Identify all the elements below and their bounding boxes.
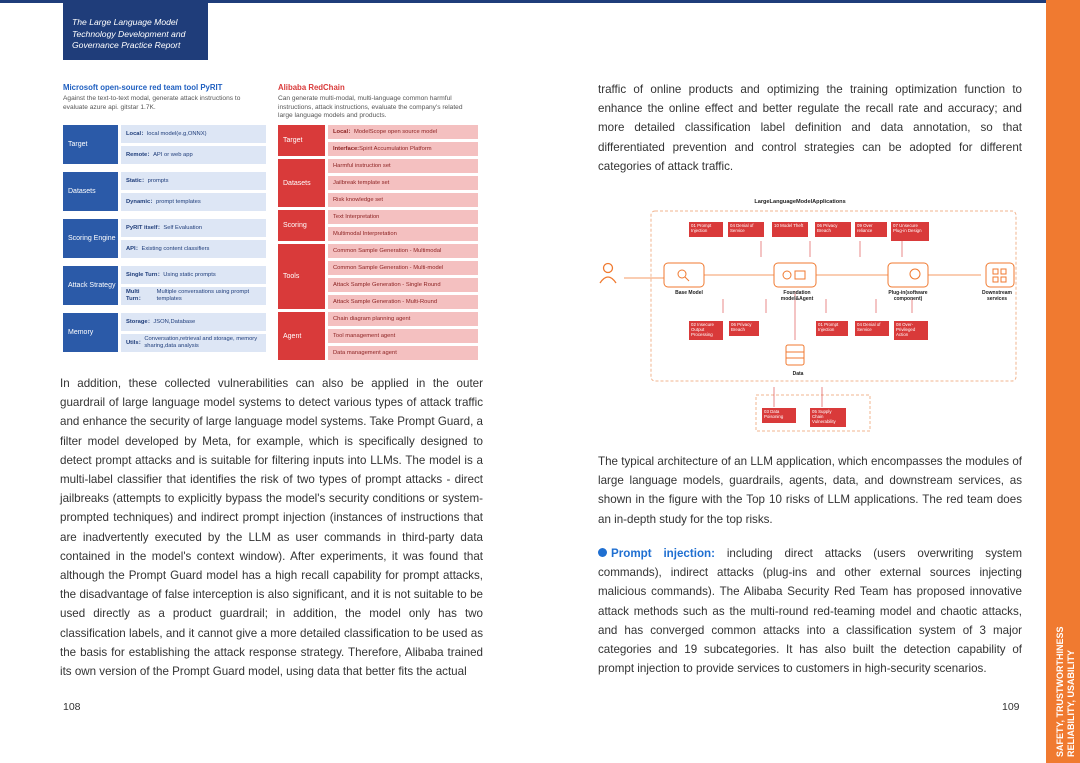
cell-value: Multiple conversations using prompt templates	[156, 289, 250, 302]
side-tab-label	[1055, 622, 1080, 757]
table-cell	[121, 313, 266, 331]
table-cell	[328, 295, 478, 309]
foundation-model-label: Foundation model&Agent	[780, 290, 814, 302]
table-row-label: Tools	[278, 244, 325, 309]
cell-key: Interface:	[333, 145, 360, 152]
table-row-label: Target	[278, 125, 325, 156]
table-cell	[328, 176, 478, 190]
table-cell	[328, 244, 478, 258]
data-label: Data	[792, 371, 804, 377]
table-row-label: Attack Strategy	[63, 266, 118, 305]
grid-icon	[993, 277, 998, 282]
search-icon	[678, 270, 686, 278]
base-model-label: Base Model	[675, 290, 703, 296]
downstream-services-label: Downstream services	[981, 290, 1012, 302]
search-icon-handle	[685, 277, 689, 281]
table-cell	[121, 172, 266, 190]
table-cell	[121, 240, 266, 258]
table-row-label: Target	[63, 125, 118, 164]
cell-value: API or web app	[153, 151, 193, 158]
cell-key: Local：	[333, 128, 354, 135]
cell-value: prompts	[147, 177, 169, 184]
table-cell	[121, 219, 266, 237]
cell-key: Static：	[126, 177, 148, 184]
downstream-services-icon	[986, 263, 1014, 287]
plugin-icon	[888, 263, 928, 287]
diagram-title: LargeLanguageModelApplications	[754, 199, 846, 205]
cell-value: Conversation,retrieval and storage, memory sharing,data analysis	[144, 336, 258, 349]
agent-icon	[783, 271, 791, 279]
header-line: Governance Practice Report	[72, 40, 181, 50]
chat-bubble-icon	[910, 269, 920, 279]
page-number-left: 108	[63, 701, 81, 713]
cell-value: Attack Sample Generation - Multi-Round	[333, 298, 438, 305]
table-cell	[328, 312, 478, 326]
risk-box: 09 Over reliance	[855, 222, 887, 237]
risk-box: 08 Over-Privileged Action	[894, 321, 928, 340]
cell-value: Spirit Accumulation Platform	[359, 145, 432, 152]
cell-key: Remote：	[126, 151, 154, 158]
table-row-label: Scoring Engine	[63, 219, 118, 258]
table-cell	[328, 210, 478, 224]
side-tab-line: SAFETY, TRUSTWORTHINESS	[1055, 626, 1065, 757]
redchain-desc-line: large language models and products.	[278, 112, 387, 120]
bullet-term: Prompt injection:	[611, 547, 715, 560]
bullet-text: including direct attacks (users overwriting system commands), indirect attacks (plug-ins and other external sources injecting malicious commands). The Alibaba Security Red Team has proposed innovative attack methods such as the multi-round red-teaming model and chaotic attacks, and has converged common attacks into a classification system of 3 major categories and 19 subcategories. It has also built the detection capability of prompt injection to provide services to customers in high-security scenarios.	[598, 547, 1023, 676]
header-line: The Large Language Model	[72, 17, 178, 27]
cell-value: Using static prompts	[163, 271, 216, 278]
table-cell	[328, 227, 478, 241]
redchain-description	[278, 95, 488, 121]
cell-key: Single Turn：	[126, 271, 164, 278]
table-row-label: Datasets	[278, 159, 325, 207]
cell-value: Attack Sample Generation - Single Round	[333, 281, 441, 288]
page-number-right: 109	[1002, 701, 1020, 713]
bullet-dot-icon	[598, 548, 607, 557]
cell-value: Multimodal Interpretation	[333, 230, 397, 237]
user-icon	[600, 264, 616, 284]
cell-value: local model(e.g,ONNX)	[146, 130, 207, 137]
risk-box: 07 Unsecure Plug-in Design	[891, 222, 929, 241]
left-body-paragraph: In addition, these collected vulnerabilities can also be applied in the outer guardrail of large language model systems to detect various types of attack traffic and enhance the security of large language model systems. Take Prompt Guard, a filter model developed by Meta, for example, which is specifically designed to detect prompt attacks and is suitable for filtering inputs into LLMs. The model is a multi-label classifier that identifies the risk of two types of prompt attacks - direct jailbreaks (attempts to explicitly bypass the model's security conditions or system-prompted techniques) and indirect prompt injection (instances of instructions that are inadvertently executed by the LLM as user commands in third-party data contained in the model's context window). After experiments, it was found that although the Prompt Guard model has a high recall capability for prompt attacks, the disadvantage of false interception is also significant, and it is not suitable to be used directly as a product guardrail; in addition, the model only has two classification labels, and it cannot give a more detailed classification to be used as the basis for establishing the attack response strategy. Therefore, Alibaba trained its own version of the Prompt Guard model, using data that better fits the actual	[60, 377, 483, 679]
plugin-label: Plug-in(software component)	[888, 290, 928, 302]
risk-box: 01 Prompt Injection	[816, 321, 848, 336]
database-icon	[786, 345, 804, 365]
redchain-desc-line: instructions, attack instructions, evaluate the company's related	[278, 103, 463, 111]
grid-icon	[993, 269, 998, 274]
cell-value: Tool management agent	[333, 332, 396, 339]
cell-key: Utils：	[126, 339, 145, 346]
redchain-desc-line: Can generate multi-modal, multi-language common harmful	[278, 95, 452, 102]
cell-key: PyRIT itself：	[126, 224, 164, 231]
pyrit-desc-line: Against the text-to-text modal, generate attack instructions to	[63, 95, 241, 102]
grid-icon	[1001, 269, 1006, 274]
table-cell	[121, 146, 266, 164]
risk-box: 03 Data Poisoning	[762, 408, 796, 423]
table-cell	[121, 266, 266, 284]
pyrit-desc-line: evaluate azure api. gitstar 1.7K.	[63, 103, 156, 111]
cell-value: Self Evaluation	[163, 224, 203, 231]
cell-key: Dynamic：	[126, 198, 156, 205]
cell-key: Storage：	[126, 318, 154, 325]
risk-box: 05 Supply Chain Vulnerability	[810, 408, 846, 427]
grid-icon	[1001, 277, 1006, 282]
risk-box: 10 Model Theft	[772, 222, 808, 237]
table-cell	[328, 159, 478, 173]
table-row-label: Agent	[278, 312, 325, 360]
table-row-label: Memory	[63, 313, 118, 352]
table-row-label: Datasets	[63, 172, 118, 211]
table-cell	[121, 287, 266, 305]
base-model-icon	[664, 263, 704, 287]
cell-value: Risk knowledge set	[333, 196, 383, 203]
cell-value: Common Sample Generation - Multimodal	[333, 247, 442, 254]
cell-value: JSON,Database	[153, 318, 196, 325]
pyrit-title: Microsoft open-source red team tool PyRIT	[63, 83, 223, 92]
cell-value: ModelScope open source model	[353, 128, 438, 135]
right-top-paragraph: traffic of online products and optimizing the training optimization function to enhance the online effect and better regulate the recall rate and accuracy; and more detailed classification label definition and data annotation, so that differentiated prevention and control strategies can be adopted for different categories of attack traffic.	[598, 83, 1022, 173]
cell-value: Chain diagram planning agent	[333, 315, 411, 322]
prompt-injection-bullet	[598, 544, 1022, 678]
llm-architecture-diagram	[596, 195, 1024, 435]
risk-box: 06 Privacy Breach	[815, 222, 851, 237]
table-row-label: Scoring	[278, 210, 325, 241]
cell-key: API：	[126, 245, 142, 252]
risk-box: 06 Privacy Breach	[729, 321, 759, 336]
robot-icon	[795, 271, 805, 279]
pyrit-description	[63, 95, 263, 112]
cell-key: Local：	[126, 130, 147, 137]
risk-box: 04 Denial of Service	[728, 222, 764, 237]
table-cell	[328, 193, 478, 207]
table-cell	[328, 125, 478, 139]
risk-box: 02 Insecure Output Processing	[689, 321, 723, 340]
table-cell	[328, 329, 478, 343]
cell-value: Common Sample Generation - Multi-model	[333, 264, 444, 271]
table-cell	[121, 125, 266, 143]
table-cell	[121, 334, 266, 352]
table-cell	[328, 261, 478, 275]
cell-value: Harmful instruction set	[333, 162, 391, 169]
cell-value: Text Interpretation	[333, 213, 380, 220]
table-cell	[328, 346, 478, 360]
redchain-title: Alibaba RedChain	[278, 83, 345, 92]
report-header	[63, 3, 208, 60]
header-line: Technology Development and	[72, 28, 186, 39]
table-cell	[328, 278, 478, 292]
cell-value: Data management agent	[333, 349, 397, 356]
risk-box: 01 Prompt Injection	[689, 222, 723, 237]
cell-value: Jailbreak template set	[333, 179, 390, 186]
cell-value: Existing content classifiers	[141, 245, 210, 252]
right-middle-paragraph: The typical architecture of an LLM application, which encompasses the modules of large language models, guardrails, agents, data, and downstream services, as shown in the figure with the Top 10 risks of LLM applications. The red team does an in-depth study for the top risks.	[598, 455, 1022, 526]
risk-box: 04 Denial of Service	[855, 321, 889, 336]
cell-value: prompt templates	[155, 198, 201, 205]
table-cell	[328, 142, 478, 156]
side-tab-line: RELIABILITY, USABILITY	[1066, 649, 1076, 757]
cell-key: Multi Turn：	[126, 289, 145, 302]
table-cell	[121, 193, 266, 211]
